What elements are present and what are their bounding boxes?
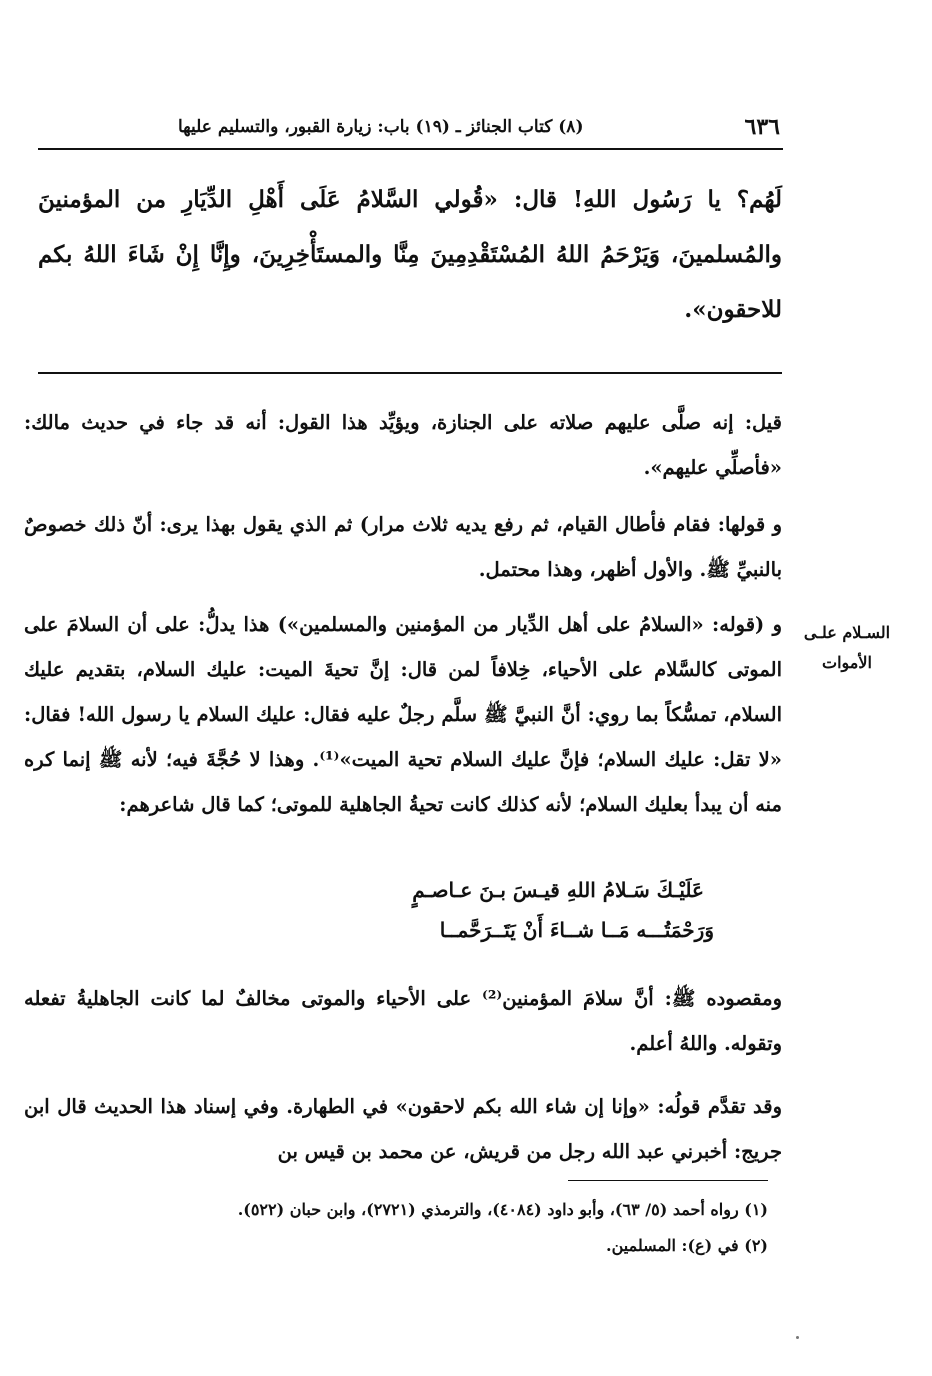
scan-speck xyxy=(796,1336,799,1339)
footnote-rule xyxy=(568,1180,768,1181)
margin-note-line-1: السـلام علـى xyxy=(803,623,891,642)
commentary-para-3: و (قوله: «السلامُ على أهل الدِّيار من المؤمنين والمسلمين») هذا يدلُّ: على أن السلامَ على الموتى كالسَّلام على الأحياء، خِلافاً لمن قال: إنَّ تحيةَ الميت: عليك السلام، بتقديم عليك السلام، تمسُّكاً بما روي: أنَّ النبيَّ ﷺ سلَّم رجلٌ عليه فقال: عليك السلام يا رسول الله! فقال: «لا تقل: عليك السلام؛ فإنَّ عليك السلام تحية الميت»⁽¹⁾. وهذا لا حُجَّةَ فيه؛ لأنه ﷺ إنما كره منه أن يبدأ بعليك السلام؛ لأنه كذلك كانت تحيةُ الجاهلية للموتى؛ كما قال شاعرهم: xyxy=(24,613,782,816)
commentary-para-5: وقد تقدَّم قولُه: «وإنا إن شاء الله بكم لاحقون» في الطهارة. وفي إسناد هذا الحديث قال ابن جريج: أخبرني عبد الله رجل من قريش، عن محمد بن قيس بن xyxy=(24,1095,782,1163)
commentary-para-2: و قولها: فقام فأطال القيام، ثم رفع يديه ثلاث مرار) ثم الذي يقول بهذا يرى: أنّ ذلك خصوصٌ بالنبيِّ ﷺ. والأول أظهر، وهذا محتمل. xyxy=(24,513,782,581)
commentary-para-1: قيل: إنه صلَّى عليهم صلاته على الجنازة، ويؤيِّد هذا القول: أنه قد جاء في حديث مالك: «فأصلِّي عليهم». xyxy=(24,411,782,479)
hadith-text: لَهُم؟ يا رَسُول اللهِ! قال: «قُولي السَّلامُ عَلَى أَهْلِ الدِّيَارِ من المؤمنينَ والمُسلمينَ، وَيَرْحَمُ اللهُ المُسْتَقْدِمِينَ مِنَّا والمستَأْخِرِينَ، وإِنَّا إِنْ شَاءَ اللهُ بكم للاحقون». xyxy=(38,186,782,323)
running-head: (٨) كتاب الجنائز ـ (١٩) باب: زيارة القبور، والتسليم عليها xyxy=(178,117,584,137)
footnote-1: (١) رواه أحمد (٥/ ٦٣)، وأبو داود (٤٠٨٤)، والترمذي (٢٧٢١)، وابن حبان (٥٢٢). xyxy=(237,1200,768,1219)
page-number: ٦٣٦ xyxy=(744,114,780,140)
commentary-para-4: ومقصوده ﷺ: أنَّ سلامَ المؤمنين⁽²⁾ على الأحياء والموتى مخالفٌ لما كانت الجاهليةُ تفعله وتقوله. واللهُ أعلم. xyxy=(24,987,782,1055)
page-header xyxy=(178,112,780,142)
margin-note-line-2: الأموات xyxy=(822,653,872,672)
poem-verse-2: وَرَحْمَتُـــه مَــا شــاءَ أَنْ يَتَــرَحَّمــا xyxy=(439,918,714,942)
margin-note xyxy=(788,618,906,678)
poem-verse-1: عَلَيْـكَ سَـلامُ اللهِ قيـسَ بـنَ عـاصـمٍ xyxy=(412,878,704,902)
footnotes xyxy=(24,1192,768,1264)
section-divider xyxy=(38,372,782,374)
header-rule xyxy=(38,148,783,150)
footnote-2: (٢) في (ع): المسلمين. xyxy=(606,1236,768,1255)
